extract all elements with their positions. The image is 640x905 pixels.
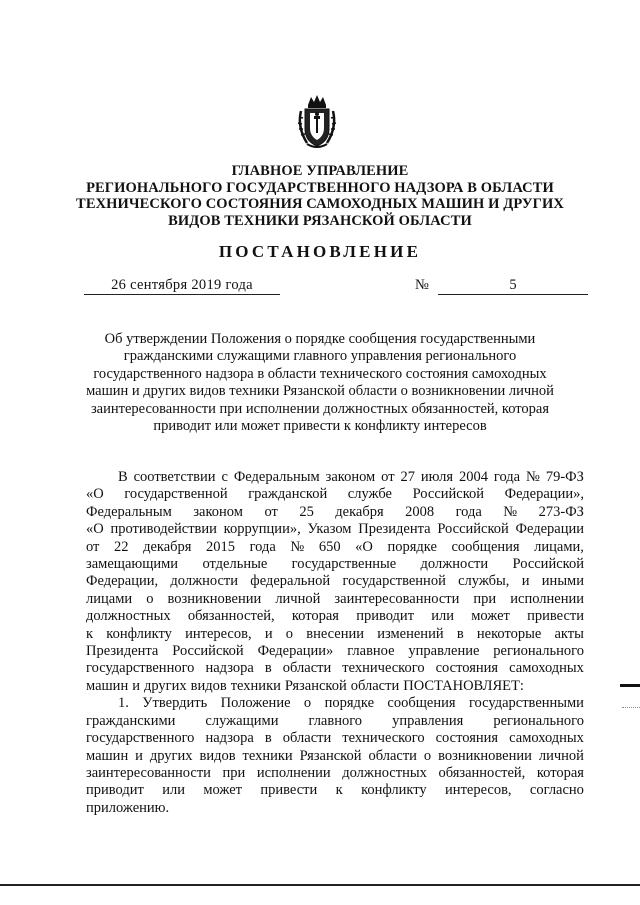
item-1-line xyxy=(86,800,584,817)
word: Указом xyxy=(307,521,352,538)
word: государственного xyxy=(86,730,195,747)
word: 27 xyxy=(400,469,415,485)
preamble-line xyxy=(86,626,584,643)
word: машин xyxy=(86,677,129,694)
word: технического xyxy=(342,660,425,677)
word: которая xyxy=(291,608,339,625)
word: Рязанской xyxy=(299,747,362,764)
word: видов xyxy=(190,677,227,694)
word: должности xyxy=(170,573,238,590)
word: или xyxy=(431,608,455,625)
word: главного xyxy=(308,712,363,729)
preamble-line xyxy=(86,573,584,590)
word: 79-ФЗ xyxy=(545,469,584,485)
word: федеральной xyxy=(250,573,331,590)
word: о xyxy=(423,747,432,764)
preamble-line xyxy=(86,591,584,608)
preamble-line xyxy=(86,504,584,521)
word: Рязанской xyxy=(284,677,347,694)
preamble-line xyxy=(86,486,584,503)
word: изменений xyxy=(377,625,444,642)
item-1-line xyxy=(86,730,584,747)
word: интересов, xyxy=(445,782,512,799)
number-label: № xyxy=(415,277,429,293)
word: Президента xyxy=(358,521,431,538)
word: лицами, xyxy=(534,538,584,555)
word: 273-ФЗ xyxy=(538,503,584,520)
word: № xyxy=(290,538,305,555)
word: самоходных xyxy=(509,660,584,677)
word: коррупции», xyxy=(223,521,301,538)
word: службы, xyxy=(458,573,510,590)
word: машин xyxy=(86,747,129,764)
word: гражданской xyxy=(248,486,328,503)
word: других xyxy=(149,747,193,764)
word: 2015 xyxy=(206,538,236,555)
word: конфликту xyxy=(106,625,172,642)
word: государственной xyxy=(124,486,228,503)
word: государственного xyxy=(86,660,195,677)
word: приложению. xyxy=(86,799,170,816)
word: порядке xyxy=(387,538,437,555)
word: главное xyxy=(347,643,395,660)
word: к xyxy=(86,625,94,642)
word: в xyxy=(456,625,464,642)
word: «О xyxy=(355,538,373,555)
page-bottom-rule xyxy=(0,884,640,886)
word: июля xyxy=(420,469,454,485)
word: «О xyxy=(86,521,104,538)
word: состояния xyxy=(435,660,499,677)
word: государственной xyxy=(342,573,446,590)
document-body xyxy=(86,469,584,817)
word: управление xyxy=(408,643,480,660)
word: соответствии xyxy=(133,469,216,485)
word: должностных xyxy=(342,764,427,781)
word: Федеральным xyxy=(233,469,320,485)
item-1-line xyxy=(86,713,584,730)
organization-name xyxy=(70,163,570,229)
word: Российской xyxy=(512,556,584,573)
word: Российской xyxy=(172,643,244,660)
word: Президента xyxy=(86,643,159,660)
word: порядке xyxy=(324,695,375,712)
margin-mark xyxy=(620,684,640,687)
word: заинтересованности xyxy=(86,764,211,781)
word: Российской xyxy=(412,486,485,503)
word: № xyxy=(526,469,540,485)
word: надзора xyxy=(205,660,254,677)
word: декабря xyxy=(335,503,384,520)
subject-line: государственного надзора в области технического состояния самоходных xyxy=(93,365,547,382)
word: других xyxy=(143,677,187,694)
word: о xyxy=(303,695,312,712)
word: Утвердить xyxy=(142,695,208,712)
word: законом xyxy=(193,503,243,520)
word: отдельные xyxy=(202,556,268,573)
date-underline xyxy=(84,294,280,295)
org-line: ВИДОВ ТЕХНИКИ РЯЗАНСКОЙ ОБЛАСТИ xyxy=(168,212,472,229)
subject-line: приводит или может привести к конфликту интересов xyxy=(153,418,487,435)
document-number: 5 xyxy=(509,277,517,293)
word: года xyxy=(493,469,521,485)
preamble-line xyxy=(86,539,584,556)
word: от xyxy=(86,538,100,555)
word: Федерации, xyxy=(86,573,159,590)
word: области xyxy=(282,660,332,677)
word: 2004 xyxy=(458,469,488,485)
word: техники xyxy=(230,677,281,694)
document-type: ПОСТАНОВЛЕНИЕ xyxy=(218,242,422,261)
word: Федерации», xyxy=(504,486,584,503)
word: сообщения xyxy=(387,695,456,712)
word: Федерации xyxy=(515,521,584,538)
word: к xyxy=(335,782,343,799)
word: Российской xyxy=(437,521,509,538)
preamble-line xyxy=(86,643,584,660)
subject-line: Об утверждении Положения о порядке сообщения государственными xyxy=(104,331,536,347)
word: области xyxy=(282,730,332,747)
word: возникновении xyxy=(438,747,532,764)
word: службе xyxy=(347,486,392,503)
word: 650 xyxy=(318,538,341,555)
word: при xyxy=(473,590,497,607)
word: и xyxy=(264,625,273,642)
word: замещающими xyxy=(86,556,179,573)
word: возникновении xyxy=(167,590,262,607)
word: лицами xyxy=(86,590,133,607)
word: обязанностей, xyxy=(438,764,526,781)
word: личной xyxy=(275,590,321,607)
document-subject xyxy=(80,331,560,435)
preamble-line xyxy=(86,521,584,538)
word: 22 xyxy=(113,538,129,555)
word: интересов, xyxy=(185,625,252,642)
word: 25 xyxy=(299,503,314,520)
word: 2008 xyxy=(405,503,435,520)
word: области xyxy=(368,747,417,764)
word: при xyxy=(222,764,246,781)
word: декабря xyxy=(143,538,192,555)
word: Положение xyxy=(220,695,291,712)
word: самоходных xyxy=(509,730,584,747)
word: исполнении xyxy=(510,590,584,607)
subject-line: заинтересованности при исполнении должностных обязанностей, которая xyxy=(90,400,550,417)
word: конфликту xyxy=(361,782,427,799)
word: о xyxy=(285,625,294,642)
word: может xyxy=(203,782,243,799)
word: управления xyxy=(392,712,464,729)
org-line: ГЛАВНОЕ УПРАВЛЕНИЕ xyxy=(231,163,409,179)
preamble-line xyxy=(86,678,584,695)
word: акты xyxy=(554,625,584,642)
word: регионального xyxy=(493,712,584,729)
preamble-line xyxy=(86,469,584,486)
word: Федеральным xyxy=(86,503,172,520)
word: может xyxy=(471,608,510,625)
word: в xyxy=(264,730,272,747)
word: внесении xyxy=(306,625,364,642)
org-line: РЕГИОНАЛЬНОГО ГОСУДАРСТВЕННОГО НАДЗОРА В ОБЛАСТИ xyxy=(86,179,554,196)
word: техники xyxy=(242,747,293,764)
coat-of-arms-icon xyxy=(295,93,339,151)
word: регионального xyxy=(493,643,584,660)
word: которая xyxy=(536,764,584,781)
word: Федерации» xyxy=(257,643,334,660)
org-line: ТЕХНИЧЕСКОГО СОСТОЯНИЯ САМОХОДНЫХ МАШИН И ДРУГИХ xyxy=(76,196,564,212)
word: должностных xyxy=(86,608,171,625)
word: служащими xyxy=(205,712,279,729)
item-1-line xyxy=(86,748,584,765)
word: «О xyxy=(86,486,104,503)
preamble-line xyxy=(86,608,584,625)
word: некоторые xyxy=(476,625,542,642)
word: видов xyxy=(199,747,236,764)
word: состояния xyxy=(435,730,499,747)
word: противодействии xyxy=(110,521,217,538)
word: привести xyxy=(527,608,584,625)
word: законом xyxy=(325,469,376,485)
word: приводит xyxy=(356,608,415,625)
word: № xyxy=(503,503,518,520)
word: личной xyxy=(538,747,584,764)
word: и xyxy=(135,747,143,764)
word: о xyxy=(146,590,154,607)
word: области xyxy=(350,677,400,694)
word: и xyxy=(521,573,530,590)
word: года xyxy=(455,503,482,520)
word: должности xyxy=(420,556,489,573)
number-underline xyxy=(438,294,588,295)
word: государственные xyxy=(291,556,397,573)
word: 1. xyxy=(118,695,129,712)
word: исполнении xyxy=(256,764,331,781)
item-1-line xyxy=(86,695,584,712)
word: согласно xyxy=(529,782,584,799)
word: от xyxy=(381,469,395,485)
word: и xyxy=(132,677,140,694)
word: надзора xyxy=(205,730,254,747)
subject-line: гражданскими служащими главного управления регионального xyxy=(123,348,517,365)
document-date: 26 сентября 2019 года xyxy=(111,277,253,293)
item-1-line xyxy=(86,782,584,799)
word: заинтересованности xyxy=(334,590,460,607)
preamble-line xyxy=(86,556,584,573)
word: государственными xyxy=(468,695,584,712)
margin-dots xyxy=(622,707,640,708)
word: в xyxy=(264,660,272,677)
word: от xyxy=(264,503,278,520)
word: ПОСТАНОВЛЯЕТ: xyxy=(403,677,524,694)
word: В xyxy=(118,469,128,485)
word: гражданскими xyxy=(86,712,176,729)
preamble-line xyxy=(86,660,584,677)
word: с xyxy=(221,469,228,485)
subject-line: машин и других видов техники Рязанской области о возникновении личной xyxy=(86,383,554,400)
word: сообщения xyxy=(451,538,520,555)
word: иными xyxy=(541,573,584,590)
word: года xyxy=(249,538,276,555)
word: технического xyxy=(342,730,425,747)
word: обязанностей, xyxy=(187,608,275,625)
word: приводит xyxy=(86,782,144,799)
item-1-line xyxy=(86,765,584,782)
word: привести xyxy=(260,782,318,799)
word: или xyxy=(162,782,185,799)
